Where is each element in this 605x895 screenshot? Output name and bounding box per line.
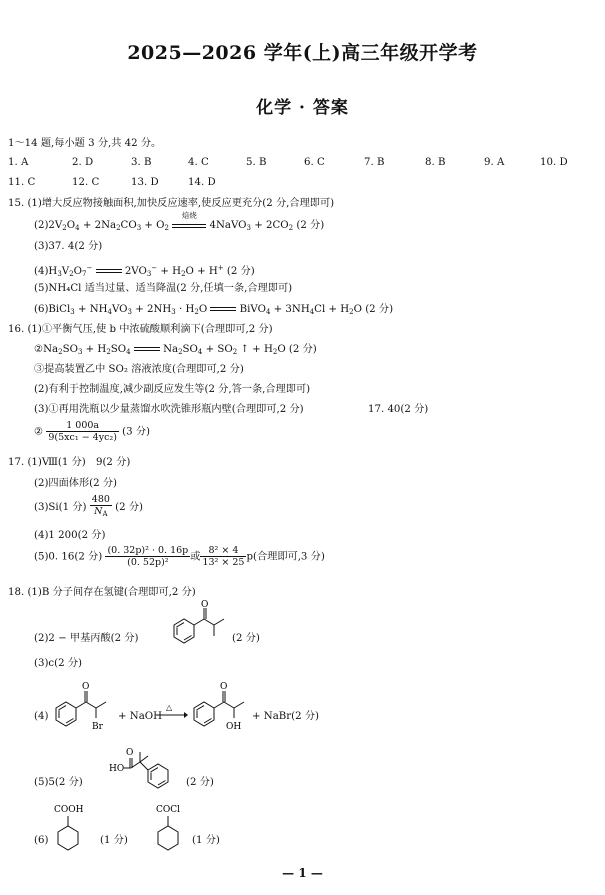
q18-line-5: (5)5(2 分): [34, 777, 83, 788]
mcq-answer: 11. C: [8, 177, 36, 188]
mcq-answer: 6. C: [304, 157, 325, 168]
bromo-ketone-structure: [48, 676, 120, 738]
q15-line-6: (6)BiCl$_3$ + $NH_4VO_3 + 2NH_3 \cdot H_2O$ BiVO$_4$ + $3NH_4Cl + H_2O$ (2 分): [34, 304, 394, 316]
hydroxy-ketone-structure: [186, 676, 258, 738]
score-note: (2 分): [232, 633, 260, 644]
q16-line-5a: (3)①再用洗瓶以少量蒸馏水吹洗锥形瓶内壁(合理即可,2 分): [34, 404, 304, 415]
q15-line-5: (5)NH₄Cl 适当过量、适当降温(2 分,任填一条,合理即可): [34, 283, 293, 294]
fraction-denominator: (0. 52p)²: [127, 557, 169, 568]
page-number: — 1 —: [282, 866, 323, 880]
aryl-acid-structure: [108, 744, 188, 804]
score-note: (2 分): [226, 266, 255, 277]
avogadro-symbol: N: [94, 506, 103, 517]
oxygen-label: O: [126, 748, 134, 758]
fraction: [105, 545, 190, 568]
mcq-answer: 2. D: [72, 157, 94, 168]
q17-line-1: 17. (1)Ⅷ(1 分) 9(2 分): [8, 457, 131, 468]
fraction: [46, 420, 119, 443]
answer-subtitle: 化学 · 答案: [256, 98, 349, 118]
acyl-chloride-label: COCl: [156, 805, 181, 815]
q15-line-2: $(2)2V_2O_4 + 2Na_2CO_3 + O_2$ 焙烧 4NaVO$_3$ + $2CO_2$ (2 分): [34, 211, 325, 232]
hydroxyl-label: OH: [226, 722, 242, 732]
hydroxyl-label: HO: [109, 764, 125, 774]
score-note: p(合理即可,3 分): [246, 551, 325, 563]
fraction-numerator: (0. 32p)² · 0. 16p: [107, 545, 189, 556]
q17-line-3: [34, 494, 143, 520]
equation-right: 4NaVO: [209, 220, 247, 231]
q17-line-2: (2)四面体形(2 分): [34, 478, 118, 489]
fraction-denominator: [90, 506, 112, 520]
score-note: (1 分): [192, 835, 220, 846]
equation-left: (2)2V: [34, 220, 63, 231]
exam-title: 2025—2026 学年(上)高三年级开学考: [127, 42, 478, 64]
avogadro-subscript: A: [102, 510, 108, 518]
score-note: (1 分): [100, 835, 128, 846]
fraction-denominator: 9(5xc₁ − 4yc₂): [48, 432, 117, 443]
q18-line-4-label: (4): [34, 711, 49, 722]
q17-line-5: [34, 545, 325, 568]
mcq-answer: 7. B: [364, 157, 385, 168]
cyclohexanecarbonyl-chloride-structure: [148, 800, 198, 864]
q16-line-1: 16. (1)①平衡气压,使 b 中浓硫酸顺利滴下(合理即可,2 分): [8, 324, 273, 335]
naoh-reagent: + NaOH: [118, 711, 162, 722]
q16-line-3: ③提高装置乙中 SO₂ 溶液浓度(合理即可,2 分): [34, 364, 244, 375]
reaction-condition: 焙烧: [181, 211, 197, 220]
q18-line-2: (2)2 − 甲基丙酸(2 分): [34, 633, 139, 644]
bromine-label: Br: [92, 722, 103, 732]
or-text: 或: [190, 551, 201, 563]
mcq-answer: 5. B: [246, 157, 267, 168]
score-note: (2 分): [365, 304, 394, 315]
score-note: (2 分): [186, 777, 214, 788]
fraction: [200, 545, 246, 568]
fraction-denominator: 13² × 25: [202, 557, 245, 568]
mcq-answer: 4. C: [188, 157, 209, 168]
oxygen-label: O: [220, 682, 228, 692]
q18-line-1: 18. (1)B 分子间存在氢键(合理即可,2 分): [8, 587, 196, 598]
q17-line-4: (4)1 200(2 分): [34, 530, 106, 541]
mcq-answer: 1. A: [8, 157, 29, 168]
fraction: [90, 494, 112, 520]
fraction-numerator: 1 000a: [46, 420, 119, 432]
fraction-numerator: 8² × 4: [200, 545, 246, 557]
mcq-answer: 13. D: [131, 177, 159, 188]
score-note: (3 分): [122, 426, 151, 438]
carboxyl-label: COOH: [54, 805, 84, 815]
cyclohexanecarboxylic-acid-structure: [48, 800, 98, 864]
heat-symbol: △: [166, 703, 173, 712]
q15-line-4: $(4)H_3V_2O_7^-$ $2VO_3^- + H_2O + H^+$ (2 分): [34, 264, 255, 278]
q16-line-6: [34, 420, 150, 443]
q16-line-2: $②Na_2SO_3 + H_2SO_4$ $Na_2SO_4 + SO_2$ ↑ + $H_2O$ (2 分): [34, 344, 317, 356]
answer-text: (3)Si(1 分): [34, 502, 87, 513]
q18-line-6-label: (6): [34, 835, 49, 846]
mcq-answer: 10. D: [540, 157, 568, 168]
oxygen-label: O: [201, 600, 209, 610]
oxygen-label: O: [82, 682, 90, 692]
circled-number: ②: [34, 426, 44, 438]
q15-line-3: (3)37. 4(2 分): [34, 241, 103, 252]
q16-line-5b: 17. 40(2 分): [368, 404, 429, 415]
isobutyrophenone-structure: [160, 600, 240, 655]
q16-line-4: (2)有利于控制温度,减少副反应发生等(2 分,答一条,合理即可): [34, 384, 311, 395]
q18-line-3: (3)c(2 分): [34, 658, 82, 669]
mcq-header: 1～14 题,每小题 3 分,共 42 分。: [8, 138, 162, 149]
score-note: (2 分): [288, 344, 317, 355]
score-note: (2 分): [115, 502, 144, 513]
mcq-answer: 9. A: [484, 157, 505, 168]
reaction-arrow: [154, 700, 188, 722]
mcq-answer: 3. B: [131, 157, 152, 168]
score-note: (2 分): [296, 220, 325, 231]
q15-line-1: 15. (1)增大反应物接触面积,加快反应速率,使反应更充分(2 分,合理即可): [8, 198, 335, 209]
score-note: + NaBr(2 分): [252, 711, 319, 722]
mcq-answer: 14. D: [188, 177, 216, 188]
fraction-numerator: 480: [91, 494, 110, 505]
answer-text: (5)0. 16(2 分): [34, 551, 103, 563]
mcq-answer: 8. B: [425, 157, 446, 168]
mcq-answer: 12. C: [72, 177, 100, 188]
